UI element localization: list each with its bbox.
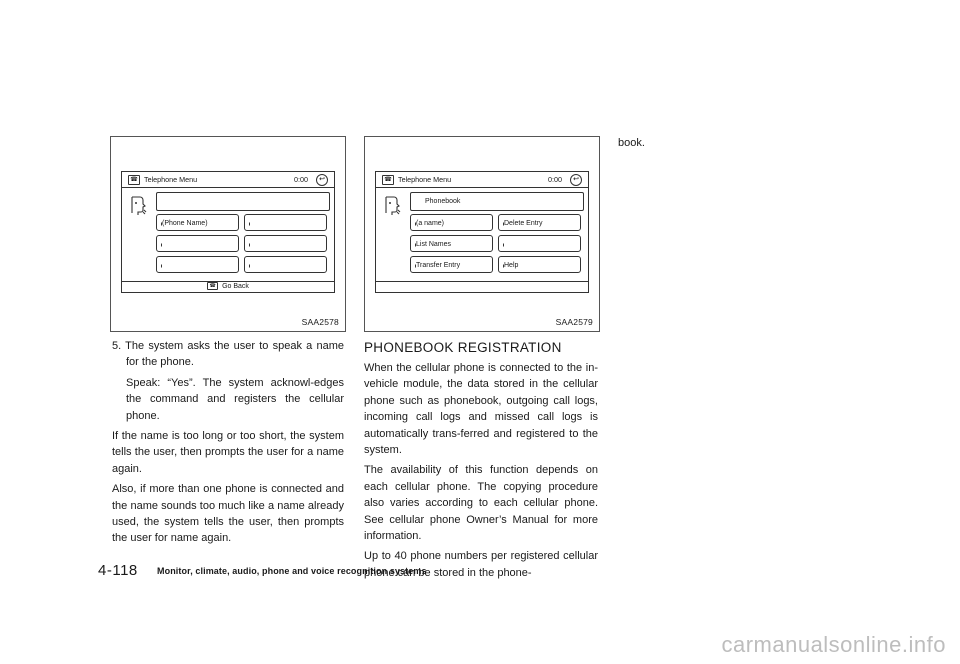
help-button[interactable] [498, 256, 581, 273]
button-label: Help [504, 262, 519, 269]
clock: 0:00 [294, 175, 308, 184]
button-label: (Phone Name) [162, 220, 208, 227]
voice-icon [499, 241, 504, 248]
voice-head-icon [128, 194, 148, 216]
entry-text: Phonebook [425, 198, 461, 205]
blank-button[interactable] [156, 256, 239, 273]
voice-icon [245, 220, 250, 227]
paragraph: The availability of this function depends on each cellular phone. The copying procedure also varies according to each cellular phone. See cellular phone Owner’s Manual for more information. [364, 464, 598, 543]
figure-caption: SAA2579 [555, 317, 593, 327]
step-5-speak: Speak: “Yes”. The system acknowl-edges the command and registers the cellular phone. [126, 376, 344, 422]
blank-button[interactable] [244, 235, 327, 252]
transfer-entry-button[interactable] [410, 256, 493, 273]
back-icon[interactable]: ↩ [316, 174, 328, 186]
blank-button[interactable] [156, 235, 239, 252]
back-icon[interactable]: ↩ [570, 174, 582, 186]
watermark: carmanualsonline.info [721, 632, 946, 657]
blank-button[interactable] [244, 256, 327, 273]
go-back-button[interactable] [122, 281, 334, 292]
telephone-icon: ☎ [128, 175, 140, 185]
blank-button[interactable] [498, 235, 581, 252]
column-2-text [364, 360, 598, 585]
section-title: Monitor, climate, audio, phone and voice recognition systems [157, 566, 427, 576]
section-heading: PHONEBOOK REGISTRATION [364, 340, 562, 355]
paragraph: Up to 40 phone numbers per registered cellular phone can be stored in the phone- [364, 550, 598, 579]
voice-icon [157, 262, 162, 269]
footer-label: Go Back [222, 283, 249, 290]
phone-hangup-icon: ☎ [207, 282, 218, 290]
page-number: 4-118 [98, 562, 138, 579]
screen-title: Telephone Menu [144, 175, 198, 184]
screen-footer [376, 281, 588, 292]
paragraph: Also, if more than one phone is connected and the name sounds too much like a name already used, the system tells the user, then prompts the user for name again. [112, 483, 344, 545]
continued-text: book. [618, 137, 645, 149]
telephone-icon: ☎ [382, 175, 394, 185]
phone-name-button[interactable] [156, 214, 239, 231]
blank-button[interactable] [244, 214, 327, 231]
delete-entry-button[interactable] [498, 214, 581, 231]
button-label: Delete Entry [504, 220, 543, 227]
voice-icon [245, 262, 250, 269]
entry-display [410, 192, 584, 211]
screen-title-bar [376, 172, 588, 188]
list-names-button[interactable] [410, 235, 493, 252]
voice-icon [245, 241, 250, 248]
screen-title: Telephone Menu [398, 175, 452, 184]
figure-caption: SAA2578 [301, 317, 339, 327]
button-label: (a name) [416, 220, 445, 227]
telephone-menu-screen [121, 171, 335, 293]
a-name-button[interactable] [410, 214, 493, 231]
column-1-text [112, 338, 344, 551]
step-5: 5. The system asks the user to speak a name for the phone. [112, 340, 344, 369]
voice-head-icon [382, 194, 402, 216]
figure-saa2578 [110, 136, 346, 332]
paragraph: When the cellular phone is connected to the in-vehicle module, the data stored in the cellular phone such as phonebook, outgoing call logs, incoming call logs and missed call logs is automatically trans-ferred and registered to the system. [364, 362, 598, 457]
paragraph: If the name is too long or too short, the system tells the user, then prompts the user for a name again. [112, 430, 344, 475]
figure-saa2579 [364, 136, 600, 332]
voice-icon [157, 241, 162, 248]
clock: 0:00 [548, 175, 562, 184]
screen-title-bar [122, 172, 334, 188]
entry-display [156, 192, 330, 211]
button-label: List Names [416, 241, 452, 248]
button-label: Transfer Entry [416, 262, 461, 269]
entry-text [157, 198, 171, 205]
telephone-menu-screen [375, 171, 589, 293]
